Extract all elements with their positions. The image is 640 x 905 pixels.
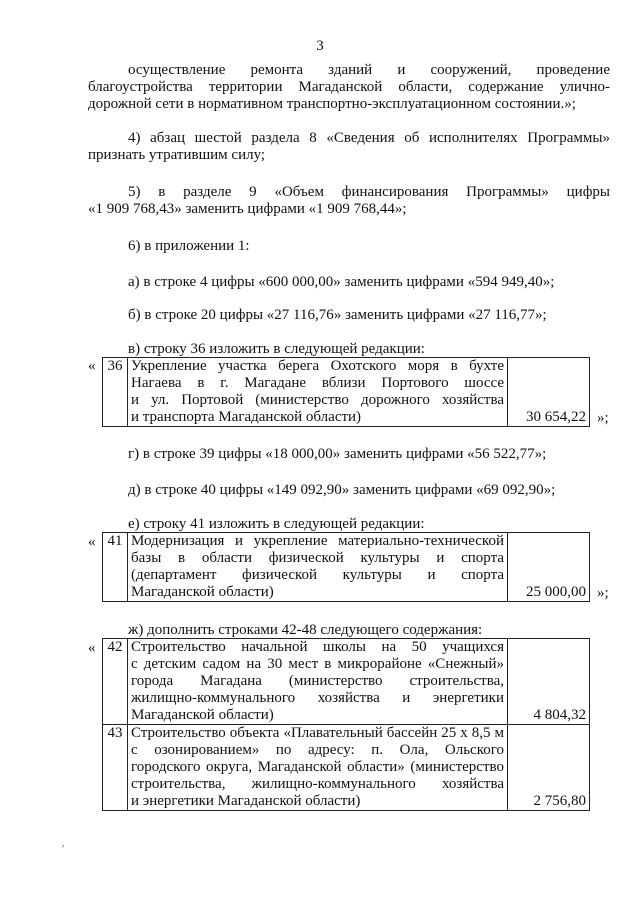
row-number: 43 xyxy=(103,725,128,811)
text-line: «1 909 768,43» заменить цифрами «1 909 768,44»; xyxy=(88,201,407,217)
text-line: с озонированием» по адресу: п. Ола, Ольского xyxy=(131,742,504,758)
row-description xyxy=(128,639,508,725)
text-line: Нагаева в г. Магадане вблизи Портового шоссе xyxy=(131,375,504,391)
paragraph-sub-a: а) в строке 4 цифры «600 000,00» заменить цифрами «594 949,40»; xyxy=(128,274,555,290)
paragraph-sub-zh: ж) дополнить строками 42-48 следующего содержания: xyxy=(128,622,483,638)
text-line: Строительство начальной школы на 50 учащихся xyxy=(131,639,504,655)
opening-quote: « xyxy=(88,534,96,550)
text-line: дорожной сети в нормативном транспортно-эксплуатационном состоянии.»; xyxy=(88,96,576,112)
text-line: 4) абзац шестой раздела 8 «Сведения об исполнителях Программы» xyxy=(128,130,610,146)
table-row xyxy=(103,533,590,602)
text-line: (департамент физической культуры и спорта xyxy=(131,567,504,583)
row-amount: 2 756,80 xyxy=(508,725,590,811)
row-description xyxy=(128,533,508,602)
row-amount: 4 804,32 xyxy=(508,639,590,725)
row-number: 41 xyxy=(103,533,128,602)
paragraph-sub-d: д) в строке 40 цифры «149 092,90» заменить цифрами «69 092,90»; xyxy=(128,482,556,498)
table-row xyxy=(103,358,590,427)
text-line: признать утратившим силу; xyxy=(88,147,266,163)
text-line: строительства, жилищно-коммунального хозяйства xyxy=(131,776,504,792)
text-line: осуществление ремонта зданий и сооружений, проведение xyxy=(128,62,610,78)
paragraph-sub-g: г) в строке 39 цифры «18 000,00» заменить цифрами «56 522,77»; xyxy=(128,446,547,462)
paragraph-sub-e: е) строку 41 изложить в следующей редакции: xyxy=(128,516,425,532)
text-line: и энергетики Магаданской области) xyxy=(131,793,361,809)
page-number: 3 xyxy=(316,38,324,54)
text-line: жилищно-коммунального хозяйства и энергетики xyxy=(131,690,504,706)
row-description xyxy=(128,358,508,427)
amendment-table-row-41 xyxy=(102,532,590,602)
text-line: Укрепление участка берега Охотского моря в бухте xyxy=(131,358,504,374)
text-line: Магаданской области) xyxy=(131,707,274,723)
scan-mark: , xyxy=(62,838,65,849)
row-amount: 30 654,22 xyxy=(508,358,590,427)
paragraph-item-6: 6) в приложении 1: xyxy=(128,238,250,254)
opening-quote: « xyxy=(88,640,96,656)
text-line: Модернизация и укрепление материально-технической xyxy=(131,533,504,549)
amendment-table-row-36 xyxy=(102,357,590,427)
text-line: и ул. Портовой (министерство дорожного хозяйства xyxy=(131,392,504,408)
row-number: 36 xyxy=(103,358,128,427)
text-line: города Магадана (министерство строительства, xyxy=(131,673,504,689)
opening-quote: « xyxy=(88,358,96,374)
closing-quote: »; xyxy=(597,410,609,426)
table-row xyxy=(103,639,590,725)
text-line: базы в области физической культуры и спорта xyxy=(131,550,504,566)
paragraph-continuation xyxy=(88,62,610,113)
table-row xyxy=(103,725,590,811)
paragraph-sub-b: б) в строке 20 цифры «27 116,76» заменить цифрами «27 116,77»; xyxy=(128,307,547,323)
paragraph-sub-v: в) строку 36 изложить в следующей редакции: xyxy=(128,341,425,357)
closing-quote: »; xyxy=(597,585,609,601)
amendment-table-rows-42-43 xyxy=(102,638,590,811)
paragraph-item-4 xyxy=(88,130,610,164)
text-line: 5) в разделе 9 «Объем финансирования Программы» цифры xyxy=(128,184,610,200)
paragraph-item-5 xyxy=(88,184,610,218)
row-amount: 25 000,00 xyxy=(508,533,590,602)
row-number: 42 xyxy=(103,639,128,725)
row-description xyxy=(128,725,508,811)
text-line: Магаданской области) xyxy=(131,584,274,600)
text-line: и транспорта Магаданской области) xyxy=(131,409,362,425)
text-line: с детским садом на 30 мест в микрорайоне «Снежный» xyxy=(131,656,504,672)
text-line: городского округа, Магаданской области» (министерство xyxy=(131,759,504,775)
text-line: Строительство объекта «Плавательный бассейн 25 х 8,5 м xyxy=(131,725,504,741)
text-line: благоустройства территории Магаданской области, содержание улично- xyxy=(88,79,610,95)
